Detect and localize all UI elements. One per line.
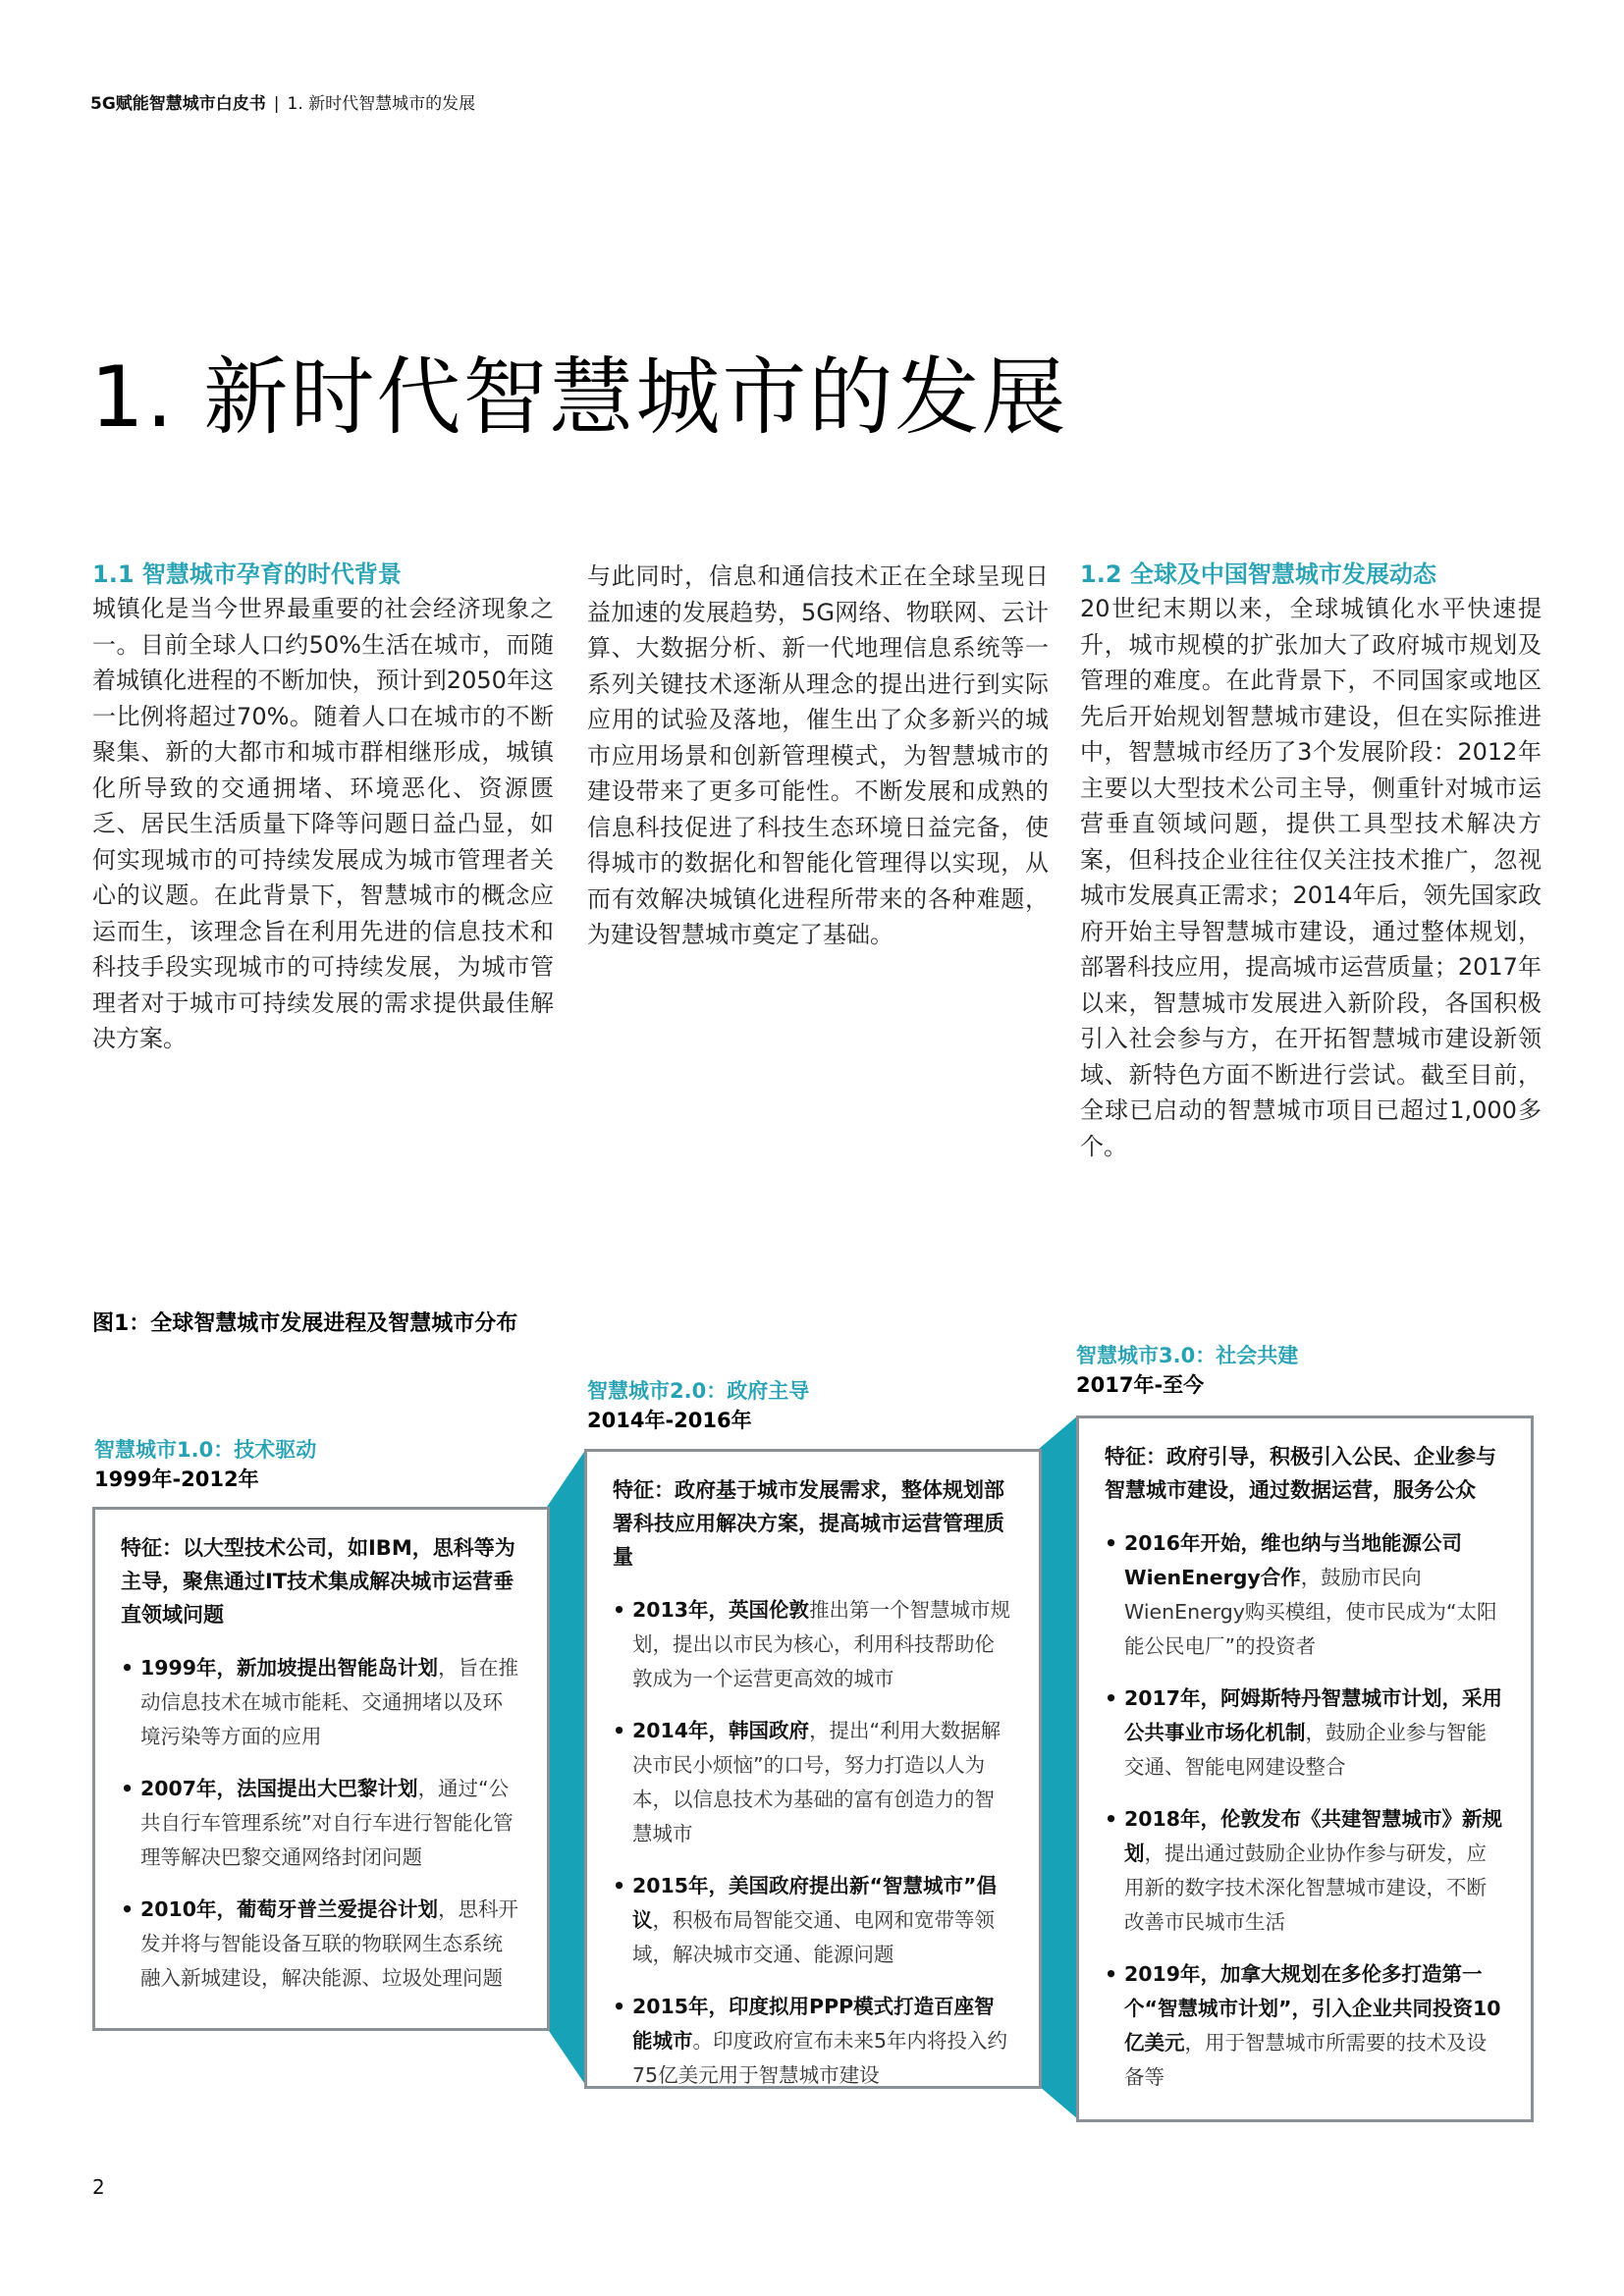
page-number: 2 <box>92 2175 105 2199</box>
event-lead: 1999年，新加坡提出智能岛计划 <box>140 1656 439 1680</box>
page-title: 1. 新时代智慧城市的发展 <box>90 348 1068 447</box>
stage-2-box <box>584 1449 1042 2089</box>
event-detail: ，提出通过鼓励企业协作参与研发，应用新的数字技术深化智慧城市建设，不断改善市民城市生活 <box>1124 1842 1487 1934</box>
event-detail: ，通过“公共自行车管理系统”对自行车进行智能化管理等解决巴黎交通网络封闭问题 <box>140 1777 514 1869</box>
stage-feature: 特征：以大型技术公司，如IBM，思科等为主导，聚焦通过IT技术集成解决城市运营垂直领域问题 <box>121 1536 515 1627</box>
event-lead: 2015年，美国政府提出新“智慧城市”倡议 <box>632 1874 998 1932</box>
stage-events <box>1105 1526 1505 2095</box>
event-lead: 2013年，英国伦敦 <box>632 1598 810 1622</box>
event-detail: 。印度政府宣布未来5年内将投入约75亿美元用于智慧城市建设 <box>632 2029 1008 2087</box>
event-detail: ，提出“利用大数据解决市民小烦恼”的口号，努力打造以人为本，以信息技术为基础的富有创造力的智慧城市 <box>632 1719 1001 1845</box>
stage-1-box <box>92 1507 550 2031</box>
event-item <box>1105 1802 1505 1940</box>
event-item <box>613 1593 1013 1696</box>
event-lead: 2015年，印度拟用PPP模式打造百座智能城市 <box>632 1995 995 2053</box>
event-lead: 2017年，阿姆斯特丹智慧城市计划，采用公共事业市场化机制 <box>1124 1686 1503 1744</box>
stage-3-box <box>1076 1415 1534 2122</box>
event-item <box>1105 1682 1505 1785</box>
event-detail: ，思科开发并将与智能设备互联的物联网生态系统融入新城建设，解决能源、垃圾处理问题 <box>140 1897 519 1990</box>
section-body: 与此同时，信息和通信技术正在全球呈现日益加速的发展趋势，5G网络、物联网、云计算、大数据分析、新一代地理信息系统等一系列关键技术逐渐从理念的提出进行到实际应用的试验及落地，催生出了众多新兴的城市应用场景和创新管理模式，为智慧城市的建设带来了更多可能性。不断发展和成熟的信息科技促进了科技生态环境日益完备，使得城市的数据化和智能化管理得以实现，从而有效解决城镇化进程所带来的各种难题，为建设智慧城市奠定了基础。 <box>587 562 1049 948</box>
event-lead: 2014年，韩国政府 <box>632 1719 810 1742</box>
event-detail: ，旨在推动信息技术在城市能耗、交通拥堵以及环境污染等方面的应用 <box>140 1656 519 1748</box>
stage-name: 智慧城市2.0：政府主导 <box>587 1379 810 1403</box>
event-lead: 2007年，法国提出大巴黎计划 <box>140 1777 418 1800</box>
event-detail: ，鼓励市民向WienEnergy购买模组，使市民成为“太阳能公民电厂”的投资者 <box>1124 1566 1497 1658</box>
event-detail: ，用于智慧城市所需要的技术及设备等 <box>1124 2031 1487 2089</box>
section-heading: 1.1 智慧城市孕育的时代背景 <box>92 561 402 588</box>
event-lead: 2019年，加拿大规划在多伦多打造第一个“智慧城市计划”，引入企业共同投资10亿美元 <box>1124 1962 1501 2055</box>
stage-period: 2014年-2016年 <box>587 1409 752 1432</box>
event-item <box>1105 1957 1505 2095</box>
stage-period: 2017年-至今 <box>1076 1373 1205 1397</box>
event-item <box>613 1990 1013 2093</box>
chapter-title: 1. 新时代智慧城市的发展 <box>287 94 476 114</box>
event-item <box>613 1869 1013 1972</box>
event-item <box>613 1714 1013 1851</box>
section-body: 20世纪末期以来，全球城镇化水平快速提升，城市规模的扩张加大了政府城市规划及管理的难度。在此背景下，不同国家或地区先后开始规划智慧城市建设，但在实际推进中，智慧城市经历了3个发展阶段：2012年主要以大型技术公司主导，侧重针对城市运营垂直领域问题，提供工具型技术解决方案，但科技企业往往仅关注技术推广，忽视城市发展真正需求；2014年后，领先国家政府开始主导智慧城市建设，通过整体规划，部署科技应用，提高城市运营质量；2017年以来，智慧城市发展进入新阶段，各国积极引入社会参与方，在开拓智慧城市建设新领域、新特色方面不断进行尝试。截至目前，全球已启动的智慧城市项目已超过1,000多个。 <box>1080 595 1542 1160</box>
event-item <box>121 1651 521 1754</box>
stage-period: 1999年-2012年 <box>94 1468 259 1491</box>
stage-events <box>121 1651 521 1996</box>
event-item <box>121 1772 521 1875</box>
section-body: 城镇化是当今世界最重要的社会经济现象之一。目前全球人口约50%生活在城市，而随着城镇化进程的不断加快，预计到2050年这一比例将超过70%。随着人口在城市的不断聚集、新的大都市和城市群相继形成，城镇化所导致的交通拥堵、环境恶化、资源匮乏、居民生活质量下降等问题日益凸显，如何实现城市的可持续发展成为城市管理者关心的议题。在此背景下，智慧城市的概念应运而生，该理念旨在利用先进的信息技术和科技手段实现城市的可持续发展，为城市管理者对于城市可持续发展的需求提供最佳解决方案。 <box>92 595 554 1052</box>
stage-3-label <box>1076 1341 1298 1400</box>
event-lead: 2010年，葡萄牙普兰爱提谷计划 <box>140 1897 439 1921</box>
event-lead: 2016年开始，维也纳与当地能源公司WienEnergy合作 <box>1124 1531 1463 1589</box>
section-heading: 1.2 全球及中国智慧城市发展动态 <box>1080 561 1436 588</box>
figure-title: 图1：全球智慧城市发展进程及智慧城市分布 <box>92 1311 518 1336</box>
event-item <box>121 1893 521 1996</box>
event-detail: 推出第一个智慧城市规划，提出以市民为核心，利用科技帮助伦敦成为一个运营更高效的城市 <box>632 1598 1011 1690</box>
stage-name: 智慧城市1.0：技术驱动 <box>94 1438 317 1462</box>
event-item <box>1105 1526 1505 1664</box>
stage-1-label <box>94 1435 316 1494</box>
event-lead: 2018年，伦敦发布《共建智慧城市》新规划 <box>1124 1807 1503 1865</box>
event-detail: ，积极布局智能交通、电网和宽带等领域，解决城市交通、能源问题 <box>632 1908 995 1966</box>
stage-name: 智慧城市3.0：社会共建 <box>1076 1344 1299 1367</box>
stage-feature: 特征：政府引导，积极引入公民、企业参与智慧城市建设，通过数据运营，服务公众 <box>1105 1445 1496 1502</box>
header-separator: | <box>273 94 280 114</box>
event-detail: ，鼓励企业参与智能交通、智能电网建设整合 <box>1124 1721 1487 1779</box>
stage-feature: 特征：政府基于城市发展需求，整体规划部署科技应用解决方案，提高城市运营管理质量 <box>613 1478 1004 1569</box>
document-title: 5G赋能智慧城市白皮书 <box>90 94 266 114</box>
stage-events <box>613 1593 1013 2093</box>
stage-2-label <box>587 1376 809 1435</box>
